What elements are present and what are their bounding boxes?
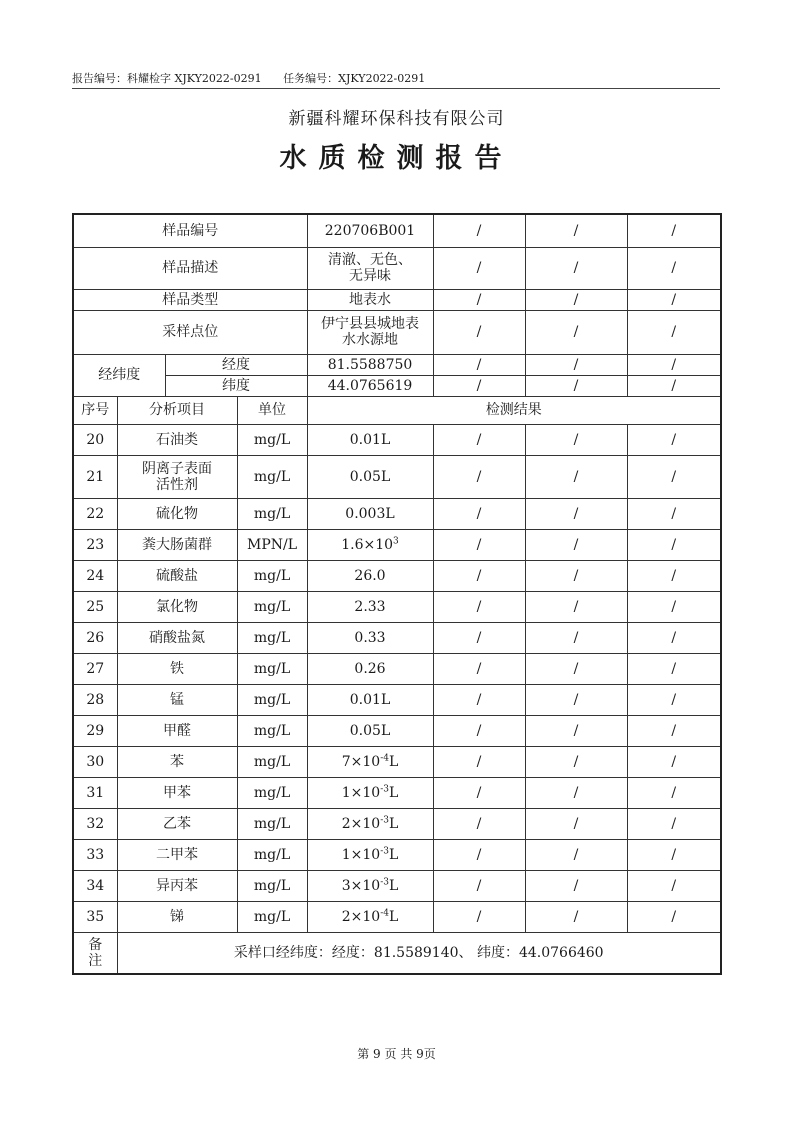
remark-label [73,932,117,974]
analysis-item: 异丙苯 [117,870,237,901]
result-value [307,777,433,808]
table-row [73,622,721,653]
unit: mg/L [237,901,307,932]
slash-cell: / [433,746,525,777]
sample-site-label: 采样点位 [73,310,307,354]
sample-type-value: 地表水 [307,289,433,310]
value-base: 1×10 [341,846,381,863]
seal-stamp-edge [755,405,793,499]
result-value [307,870,433,901]
slash-cell: / [433,808,525,839]
company-name: 新疆科耀环保科技有限公司 [288,109,505,129]
remark-label-line2: 注 [88,952,103,969]
slash-cell: / [433,622,525,653]
unit: mg/L [237,870,307,901]
slash-cell: / [525,653,627,684]
sample-desc-line1: 清澈、无色、 [328,252,412,268]
table-row [73,777,721,808]
sample-desc-value [307,247,433,289]
slash-cell: / [525,746,627,777]
remark-label-line1: 备 [88,936,103,953]
slash-cell: / [433,310,525,354]
value-exponent: -4 [380,752,389,763]
result-value: 0.01L [307,684,433,715]
slash-cell: / [525,310,627,354]
value-exponent: 3 [393,535,399,546]
table-row [73,560,721,591]
row-number: 26 [73,622,117,653]
result-value: 0.05L [307,715,433,746]
slash-cell: / [433,684,525,715]
slash-cell: / [627,498,721,529]
slash-cell: / [433,591,525,622]
analysis-item-line2: 活性剂 [156,476,198,493]
value-base: 3×10 [341,877,381,894]
slash-cell: / [627,289,721,310]
value-exponent: -3 [380,783,389,794]
value-suffix: L [388,846,399,863]
remark-row [73,932,721,974]
unit: MPN/L [237,529,307,560]
table-row [73,529,721,560]
sample-site-line2: 水水源地 [342,332,398,348]
row-number: 34 [73,870,117,901]
slash-cell: / [627,591,721,622]
result-value [307,839,433,870]
longitude-label: 经度 [165,354,307,375]
result-value: 2.33 [307,591,433,622]
row-number: 33 [73,839,117,870]
slash-cell: / [433,424,525,455]
slash-cell: / [433,560,525,591]
slash-cell: / [525,870,627,901]
latitude-label: 纬度 [165,375,307,396]
slash-cell: / [627,870,721,901]
table-row [73,839,721,870]
result-value [307,529,433,560]
row-number: 30 [73,746,117,777]
row-number: 24 [73,560,117,591]
slash-cell: / [433,289,525,310]
row-number: 27 [73,653,117,684]
slash-cell: / [627,808,721,839]
slash-cell: / [433,653,525,684]
slash-cell: / [627,424,721,455]
analysis-item: 甲苯 [117,777,237,808]
slash-cell: / [525,289,627,310]
slash-cell: / [627,375,721,396]
slash-cell: / [525,424,627,455]
row-number: 21 [73,455,117,498]
sample-desc-line2: 无异味 [349,268,391,284]
value-exponent: -3 [380,814,389,825]
table-row [73,901,721,932]
value-suffix: L [388,908,399,925]
slash-cell: / [433,354,525,375]
slash-cell: / [525,375,627,396]
analysis-item: 苯 [117,746,237,777]
value-base: 1.6×10 [341,536,394,553]
column-header-row [73,396,721,424]
row-number: 28 [73,684,117,715]
table-row [73,746,721,777]
analysis-item: 氯化物 [117,591,237,622]
sample-site-line1: 伊宁县县城地表 [321,316,419,332]
analysis-item: 铁 [117,653,237,684]
latitude-row [73,375,721,396]
col-header-unit: 单位 [237,396,307,424]
result-value [307,746,433,777]
result-value: 0.01L [307,424,433,455]
analysis-item: 粪大肠菌群 [117,529,237,560]
result-value [307,901,433,932]
col-header-no: 序号 [73,396,117,424]
slash-cell: / [525,622,627,653]
table-row [73,455,721,498]
slash-cell: / [433,498,525,529]
slash-cell: / [627,777,721,808]
unit: mg/L [237,777,307,808]
table-row [73,653,721,684]
value-suffix: L [388,784,399,801]
row-number: 25 [73,591,117,622]
slash-cell: / [627,715,721,746]
analysis-item: 锑 [117,901,237,932]
task-number: 任务编号：XJKY2022-0291 [283,72,426,85]
unit: mg/L [237,591,307,622]
longitude-row [73,354,721,375]
row-number: 31 [73,777,117,808]
result-value: 26.0 [307,560,433,591]
sample-no-label: 样品编号 [73,214,307,247]
coord-label: 经纬度 [73,354,165,396]
slash-cell: / [627,746,721,777]
slash-cell: / [525,777,627,808]
analysis-item: 锰 [117,684,237,715]
slash-cell: / [525,498,627,529]
slash-cell: / [627,901,721,932]
analysis-item: 乙苯 [117,808,237,839]
value-exponent: -4 [380,907,389,918]
unit: mg/L [237,622,307,653]
col-header-item: 分析项目 [117,396,237,424]
slash-cell: / [433,214,525,247]
sample-type-label: 样品类型 [73,289,307,310]
slash-cell: / [525,715,627,746]
longitude-value: 81.5588750 [307,354,433,375]
slash-cell: / [627,214,721,247]
analysis-item: 硫酸盐 [117,560,237,591]
slash-cell: / [525,529,627,560]
value-base: 2×10 [341,815,381,832]
analysis-item: 石油类 [117,424,237,455]
row-number: 20 [73,424,117,455]
value-suffix: L [388,753,399,770]
row-number: 23 [73,529,117,560]
unit: mg/L [237,808,307,839]
analysis-item: 硝酸盐氮 [117,622,237,653]
table-row [73,591,721,622]
unit: mg/L [237,839,307,870]
report-title: 水质检测报告 [279,143,514,174]
row-number: 29 [73,715,117,746]
slash-cell: / [433,529,525,560]
unit: mg/L [237,424,307,455]
slash-cell: / [525,808,627,839]
table-row [73,498,721,529]
result-value: 0.003L [307,498,433,529]
unit: mg/L [237,498,307,529]
row-number: 32 [73,808,117,839]
result-value: 0.33 [307,622,433,653]
slash-cell: / [433,901,525,932]
row-number: 22 [73,498,117,529]
unit: mg/L [237,455,307,498]
slash-cell: / [627,684,721,715]
value-exponent: -3 [380,876,389,887]
slash-cell: / [627,560,721,591]
analysis-item: 甲醛 [117,715,237,746]
slash-cell: / [433,375,525,396]
slash-cell: / [525,214,627,247]
value-suffix: L [388,815,399,832]
analysis-item-line1: 阴离子表面 [142,460,212,477]
unit: mg/L [237,684,307,715]
slash-cell: / [525,839,627,870]
report-header [72,70,720,86]
analysis-item: 硫化物 [117,498,237,529]
analysis-item [117,455,237,498]
slash-cell: / [627,247,721,289]
slash-cell: / [433,715,525,746]
slash-cell: / [525,591,627,622]
slash-cell: / [525,354,627,375]
result-value: 0.26 [307,653,433,684]
report-number: 报告编号：科耀检字 XJKY2022-0291 [72,72,262,85]
slash-cell: / [525,684,627,715]
slash-cell: / [433,839,525,870]
value-suffix: L [388,877,399,894]
unit: mg/L [237,560,307,591]
sample-no-value: 220706B001 [307,214,433,247]
sample-type-row [73,289,721,310]
slash-cell: / [627,310,721,354]
result-value: 0.05L [307,455,433,498]
results-table [72,213,722,975]
sample-no-row [73,214,721,247]
slash-cell: / [525,455,627,498]
table-row [73,684,721,715]
row-number: 35 [73,901,117,932]
slash-cell: / [525,247,627,289]
analysis-item: 二甲苯 [117,839,237,870]
sample-site-row [73,310,721,354]
table-row [73,424,721,455]
slash-cell: / [433,777,525,808]
slash-cell: / [627,653,721,684]
value-base: 7×10 [341,753,381,770]
slash-cell: / [627,455,721,498]
slash-cell: / [627,529,721,560]
slash-cell: / [627,354,721,375]
slash-cell: / [433,870,525,901]
unit: mg/L [237,715,307,746]
slash-cell: / [627,622,721,653]
page-footer: 第 9 页 共 9页 [357,1047,436,1061]
sample-desc-row [73,247,721,289]
sample-desc-label: 样品描述 [73,247,307,289]
table-row [73,808,721,839]
table-row [73,870,721,901]
table-row [73,715,721,746]
unit: mg/L [237,746,307,777]
result-value [307,808,433,839]
slash-cell: / [433,455,525,498]
value-base: 2×10 [341,908,381,925]
value-base: 1×10 [341,784,381,801]
unit: mg/L [237,653,307,684]
header-divider [72,88,720,89]
slash-cell: / [525,901,627,932]
value-exponent: -3 [380,845,389,856]
col-header-result: 检测结果 [307,396,721,424]
remark-text: 采样口经纬度：经度：81.5589140、 纬度：44.0766460 [117,932,721,974]
slash-cell: / [525,560,627,591]
latitude-value: 44.0765619 [307,375,433,396]
slash-cell: / [627,839,721,870]
slash-cell: / [433,247,525,289]
sample-site-value [307,310,433,354]
